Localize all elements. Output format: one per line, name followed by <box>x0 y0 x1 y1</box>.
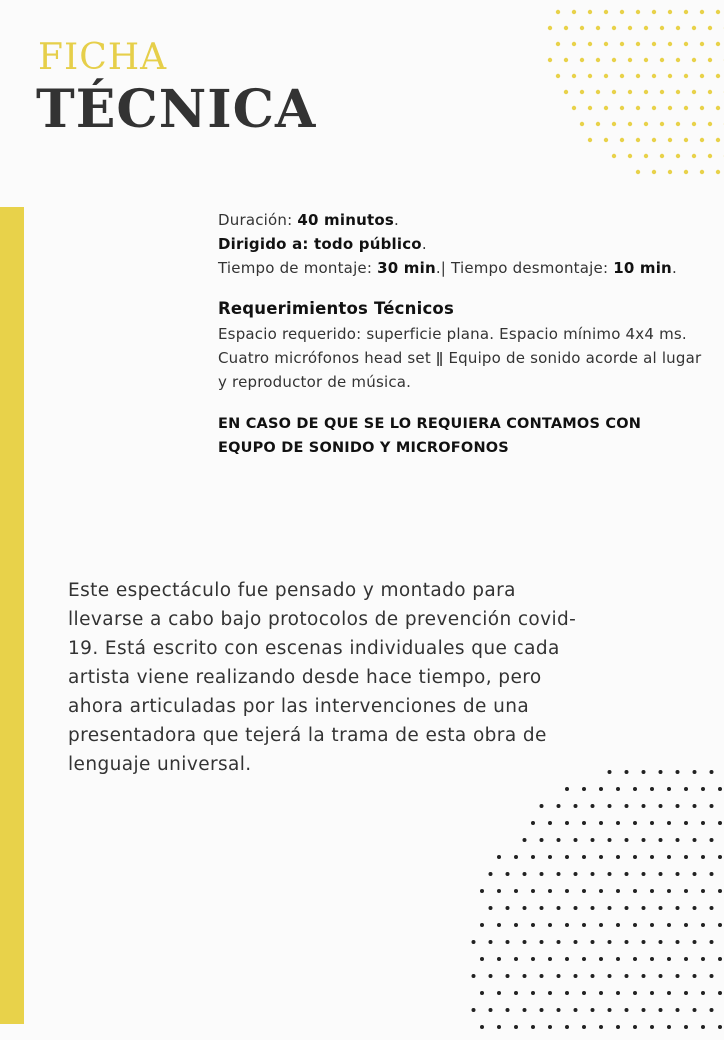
title-tecnica: TÉCNICA <box>36 84 316 136</box>
requirements-equipment: Cuatro micrófonos head set ǁ Equipo de sonido acorde al lugar y reproductor de música. <box>218 346 710 394</box>
duration-line <box>218 208 718 232</box>
times-line <box>218 256 718 280</box>
duration-end: . <box>394 211 399 229</box>
yellow-dot-pattern <box>512 0 724 184</box>
teardown-value: 10 min <box>613 259 672 277</box>
audience-line <box>218 232 718 256</box>
left-accent-bar <box>0 207 24 1024</box>
black-dot-pattern <box>460 740 724 1040</box>
setup-value: 30 min <box>377 259 436 277</box>
duration-value: 40 minutos <box>297 211 394 229</box>
audience-value: todo público <box>314 235 422 253</box>
tech-specs <box>218 208 718 460</box>
requirements-title: Requerimientos Técnicos <box>218 296 718 322</box>
duration-label: Duración: <box>218 211 297 229</box>
show-description: Este espectáculo fue pensado y montado para llevarse a cabo bajo protocolos de prevención covid-19. Está escrito con escenas individuales que cada artista viene realizando desde hace tiempo, pero ahora articuladas por las intervenciones de una presentadora que tejerá la trama de esta obra de lenguaje universal. <box>68 576 588 779</box>
audience-end: . <box>422 235 427 253</box>
setup-label: Tiempo de montaje: <box>218 259 377 277</box>
title-ficha: FICHA <box>38 40 167 76</box>
teardown-end: . <box>672 259 677 277</box>
equipment-notice: EN CASO DE QUE SE LO REQUIERA CONTAMOS CON EQUPO DE SONIDO Y MICROFONOS <box>218 412 688 460</box>
teardown-label: Tiempo desmontaje: <box>451 259 613 277</box>
audience-label: Dirigido a: <box>218 235 314 253</box>
requirements-space: Espacio requerido: superficie plana. Espacio mínimo 4x4 ms. <box>218 322 710 346</box>
times-separator: .| <box>436 259 451 277</box>
